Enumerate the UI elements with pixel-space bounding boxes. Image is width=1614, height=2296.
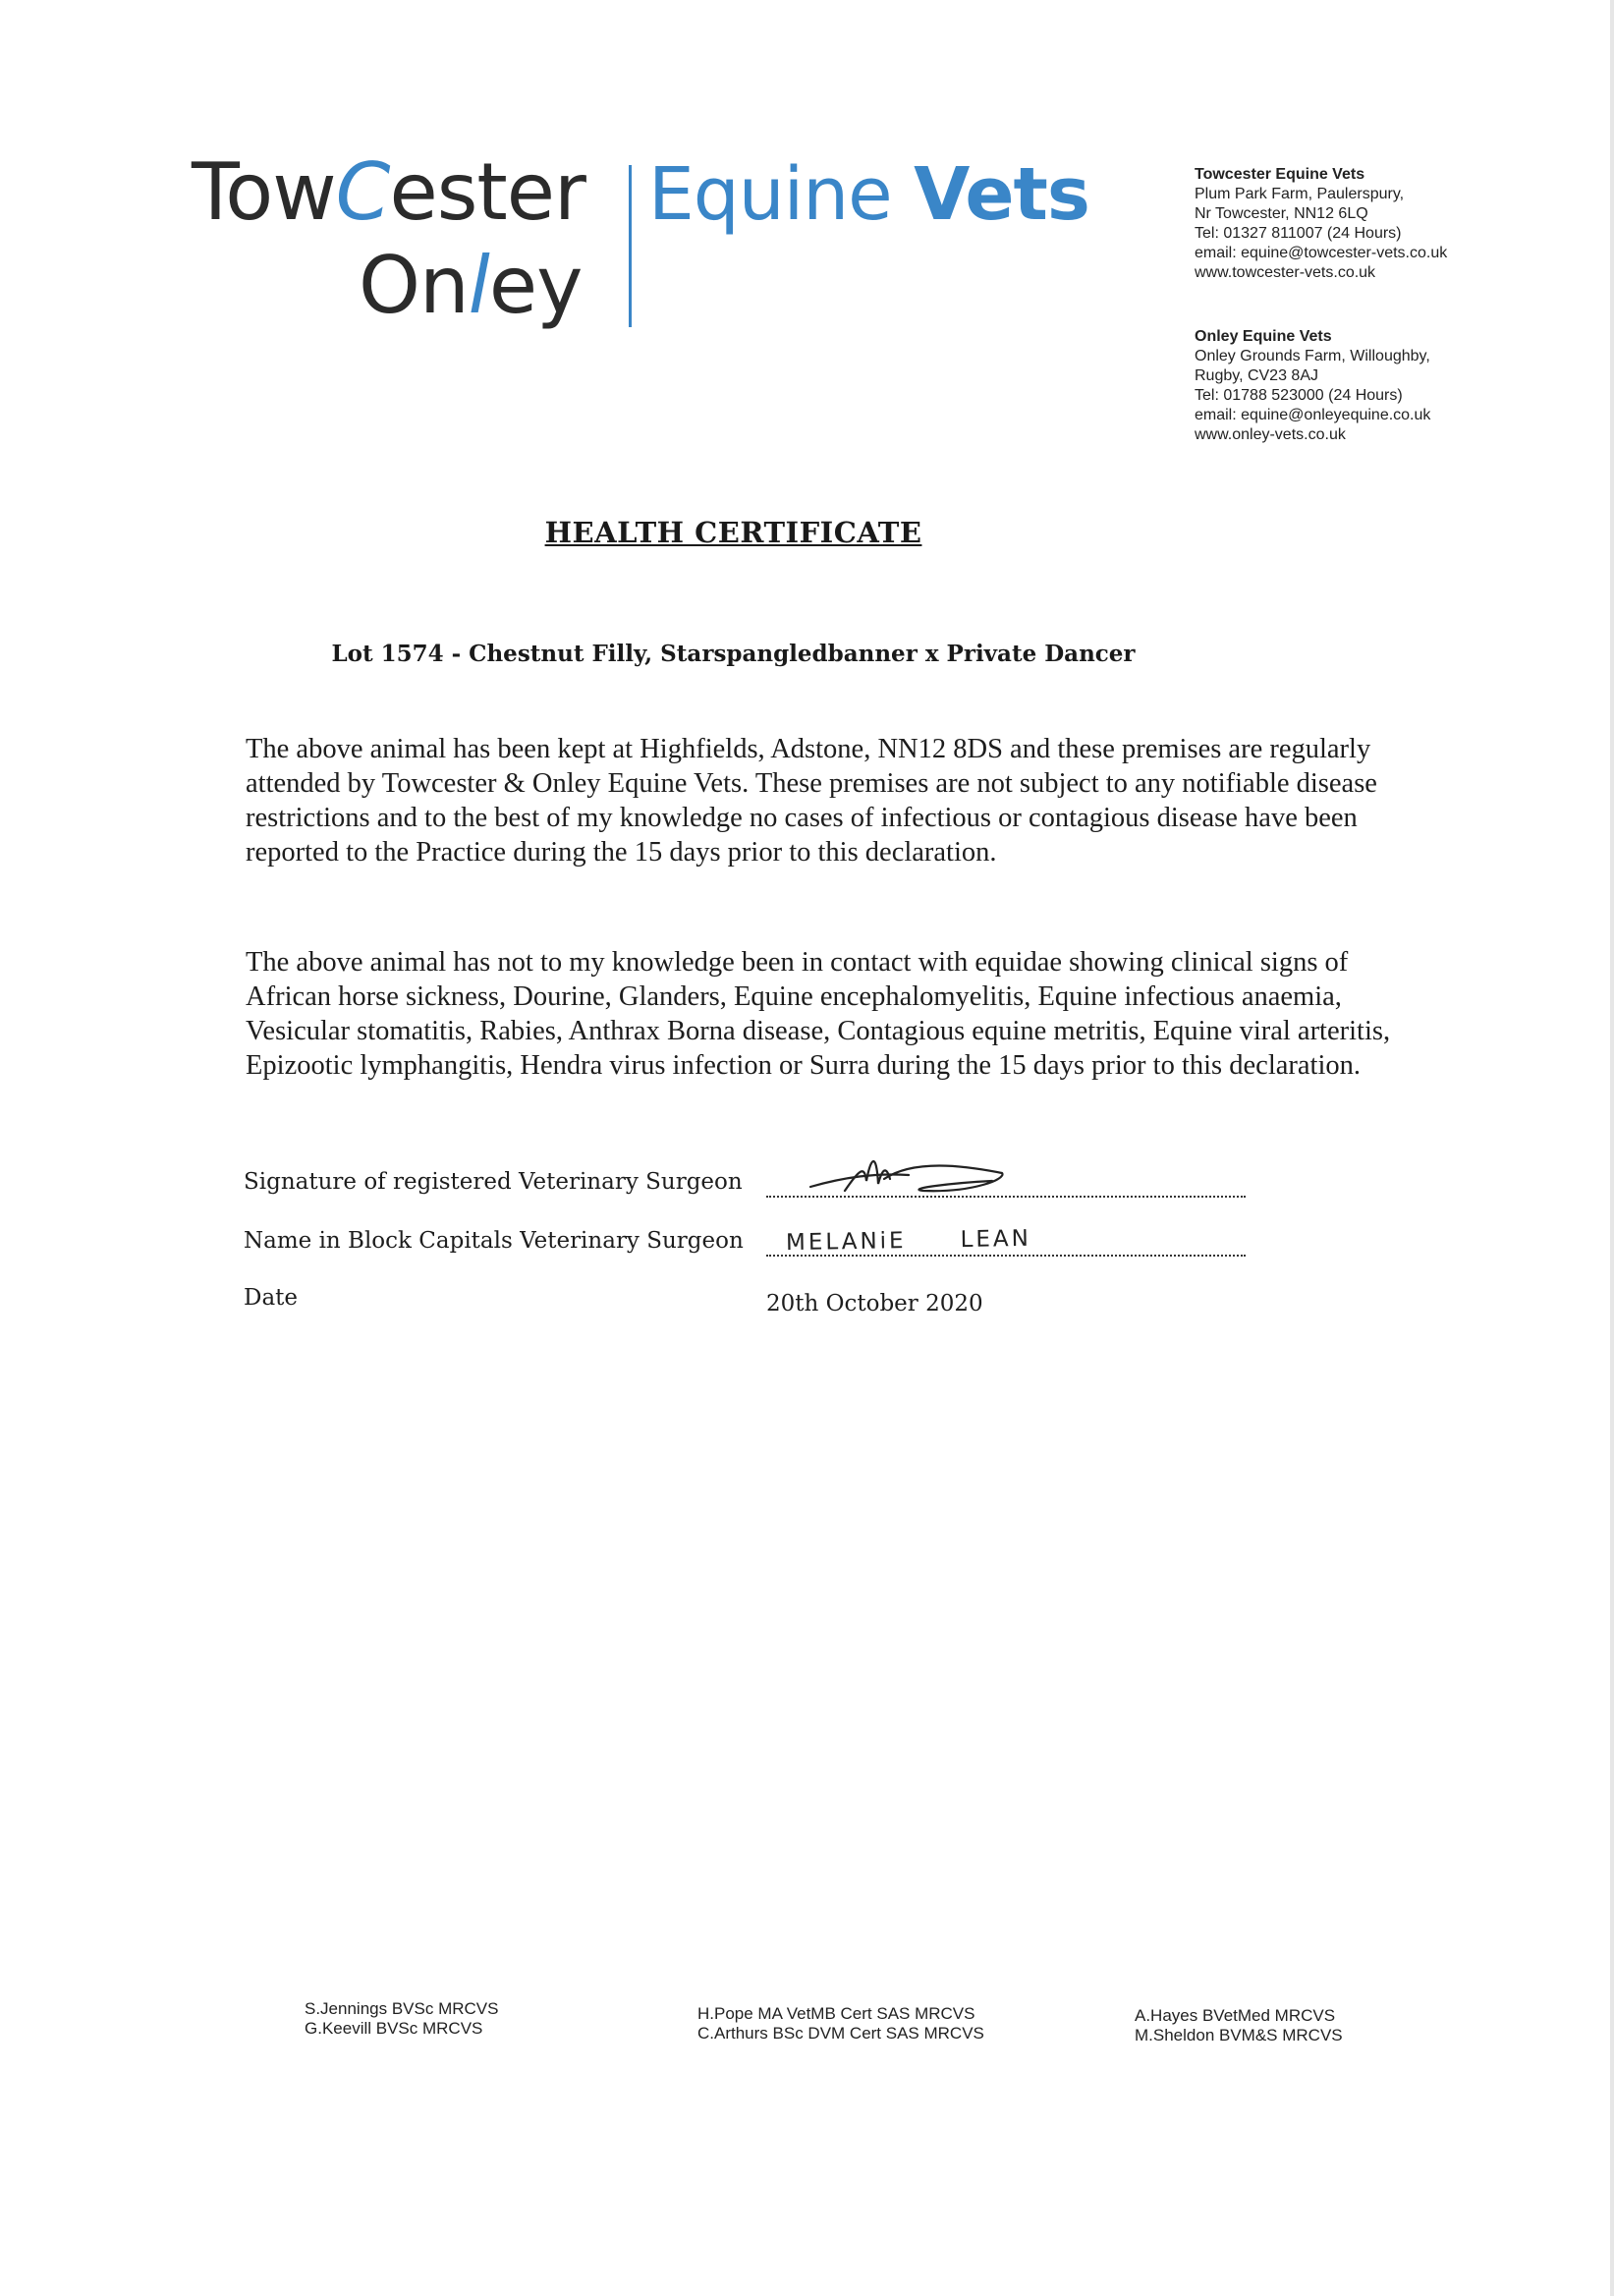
footer-vets-column [1135, 2006, 1343, 2045]
footer-vet-name: A.Hayes BVetMed MRCVS [1135, 2006, 1336, 2025]
logo-text-on: On [359, 240, 469, 331]
handwritten-signature [806, 1130, 1012, 1208]
address-line: Plum Park Farm, Paulerspury, [1195, 186, 1405, 202]
logo-line-onley [359, 241, 582, 331]
vet-last-name: LEAN [960, 1225, 1032, 1254]
address-name: Onley Equine Vets [1195, 328, 1332, 345]
block-capitals-label: Name in Block Capitals Veterinary Surgeon [244, 1228, 744, 1254]
logo-divider [629, 165, 632, 327]
lot-heading [0, 641, 1614, 667]
logo-equine: Equine [648, 152, 915, 237]
document-title-text: HEALTH CERTIFICATE [544, 516, 922, 549]
page-edge [1610, 0, 1614, 2296]
address-email: email: equine@towcester-vets.co.uk [1195, 245, 1448, 261]
premises-paragraph: The above animal has been kept at Highfields, Adstone, NN12 8DS and these premises are regularly attended by Towcester & Onley Equine Vets. These premises are not subject to any notifiable disease restrictions and to the best of my knowledge no cases of infectious or contagious disease have been reported to the Practice during the 15 days prior to this declaration. [246, 734, 1377, 868]
address-onley [1195, 327, 1430, 445]
address-line: Rugby, CV23 8AJ [1195, 367, 1318, 384]
address-towcester [1195, 165, 1447, 283]
logo-vets: Vets [914, 152, 1089, 237]
address-phone: Tel: 01327 811007 (24 Hours) [1195, 225, 1402, 242]
logo-equine-vets [648, 149, 1089, 240]
logo-line-towcester [192, 147, 585, 238]
logo-text-l: l [468, 240, 489, 331]
date-label: Date [244, 1285, 299, 1311]
footer-vet-name: H.Pope MA VetMB Cert SAS MRCVS [697, 2004, 975, 2023]
document-title [0, 516, 1614, 549]
address-email: email: equine@onleyequine.co.uk [1195, 407, 1431, 423]
vet-name-handwritten [786, 1226, 1031, 1256]
block-capitals-line [766, 1255, 1246, 1257]
address-website: www.towcester-vets.co.uk [1195, 264, 1376, 281]
footer-vet-name: M.Sheldon BVM&S MRCVS [1135, 2026, 1343, 2044]
address-line: Nr Towcester, NN12 6LQ [1195, 205, 1368, 222]
footer-vet-name: S.Jennings BVSc MRCVS [305, 1999, 499, 2018]
date-value: 20th October 2020 [766, 1291, 983, 1316]
vet-first-name: MELANiE [785, 1228, 907, 1257]
address-website: www.onley-vets.co.uk [1195, 426, 1346, 443]
footer-vets-column [305, 1999, 498, 2039]
practice-logo [192, 146, 1089, 344]
signature-label: Signature of registered Veterinary Surgeon [244, 1169, 743, 1195]
address-phone: Tel: 01788 523000 (24 Hours) [1195, 387, 1403, 404]
lot-heading-text: Lot 1574 - Chestnut Filly, Starspangledbanner x Private Dancer [331, 641, 1136, 667]
logo-text-c: C [335, 146, 390, 238]
logo-text-tow: Tow [192, 146, 336, 238]
logo-text-ey: ey [488, 240, 583, 331]
footer-vet-name: C.Arthurs BSc DVM Cert SAS MRCVS [697, 2024, 984, 2043]
footer-vets-column [697, 2004, 984, 2044]
logo-text-ester: ester [389, 146, 585, 238]
address-line: Onley Grounds Farm, Willoughby, [1195, 348, 1430, 364]
footer-vet-name: G.Keevill BVSc MRCVS [305, 2019, 483, 2038]
contact-paragraph: The above animal has not to my knowledge been in contact with equidae showing clinical signs of African horse sickness, Dourine, Glanders, Equine encephalomyelitis, Equine infectious anaemia, Vesicular stomatitis, Rabies, Anthrax Borna disease, Contagious equine metritis, Equine viral arteritis, Epizootic lymphangitis, Hendra virus infection or Surra during the 15 days prior to this declaration. [246, 947, 1391, 1081]
address-name: Towcester Equine Vets [1195, 166, 1365, 183]
